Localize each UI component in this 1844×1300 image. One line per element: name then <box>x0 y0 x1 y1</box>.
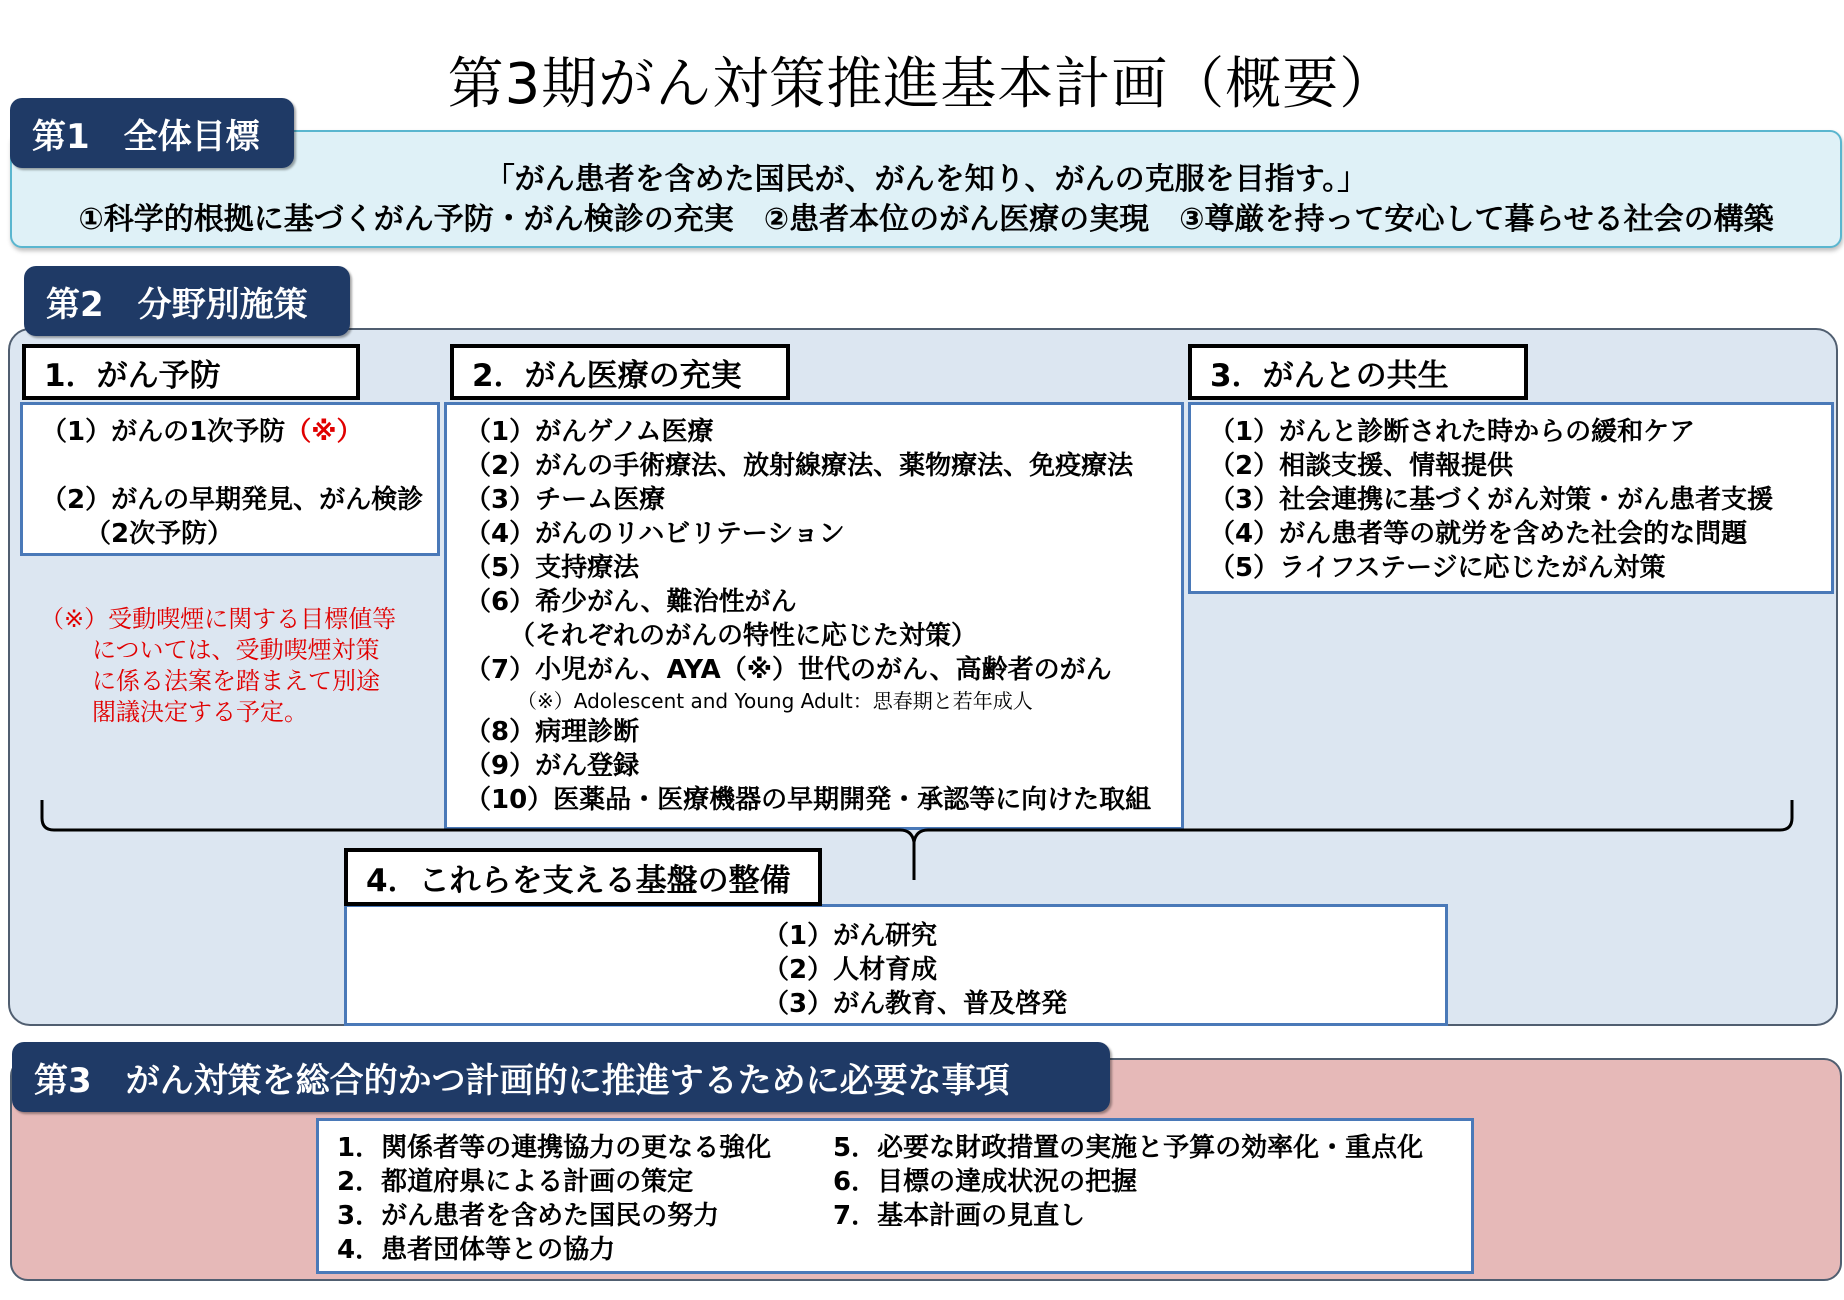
medical-care-item: （10）医薬品・医療機器の早期開発・承認等に向けた取組 <box>465 785 1152 815</box>
note-line: に係る法案を踏まえて別途 <box>92 667 380 695</box>
note-line: については、受動喫煙対策 <box>92 636 380 664</box>
medical-care-item: （1）がんゲノム医療 <box>465 417 714 447</box>
medical-care-item: （4）がんのリハビリテーション <box>465 519 845 549</box>
medical-care-heading: 2．がん医療の充実 <box>450 344 790 400</box>
medical-care-item: （3）チーム医療 <box>465 485 666 515</box>
goal-slogan: 「がん患者を含めた国民が、がんを知り、がんの克服を目指す。」 <box>484 162 1368 197</box>
prevention-item-2: （2）がんの早期発見、がん検診 <box>41 485 424 515</box>
promotion-item: 7．基本計画の見直し <box>833 1201 1086 1231</box>
prevention-list <box>20 402 440 556</box>
section3-tab: 第3 がん対策を総合的かつ計画的に推進するために必要な事項 <box>12 1042 1110 1112</box>
aya-footnote: （※）Adolescent and Young Adult：思春期と若年成人 <box>517 689 1033 713</box>
promotion-item: 4．患者団体等との協力 <box>337 1235 616 1265</box>
foundation-list <box>344 904 1448 1026</box>
note-line: （※）受動喫煙に関する目標値等 <box>40 605 397 633</box>
promotion-item: 3．がん患者を含めた国民の努力 <box>337 1201 720 1231</box>
foundation-item: （2）人材育成 <box>763 955 938 985</box>
foundation-item: （3）がん教育、普及啓発 <box>763 989 1068 1019</box>
prevention-heading: 1．がん予防 <box>22 344 360 400</box>
promotion-item: 1．関係者等の連携協力の更なる強化 <box>337 1133 772 1163</box>
goal-pillars: ①科学的根拠に基づくがん予防・がん検診の充実 ②患者本位のがん医療の実現 ③尊厳を持って安心して暮らせる社会の構築 <box>78 202 1774 237</box>
medical-care-item: （7）小児がん、AYA（※）世代のがん、高齢者のがん <box>465 655 1112 685</box>
medical-care-item: （9）がん登録 <box>465 751 640 781</box>
prevention-item-2-cont: （2次予防） <box>85 519 234 549</box>
note-line: 閣議決定する予定。 <box>92 698 308 726</box>
coexistence-item: （4）がん患者等の就労を含めた社会的な問題 <box>1209 519 1748 549</box>
promotion-item: 6．目標の達成状況の把握 <box>833 1167 1138 1197</box>
promotion-right-column <box>833 1131 1423 1233</box>
section2-tab: 第2 分野別施策 <box>24 266 350 336</box>
brace-connector <box>0 790 1844 890</box>
coexistence-item: （5）ライフステージに応じたがん対策 <box>1209 553 1666 583</box>
section1-tab: 第1 全体目標 <box>10 98 294 168</box>
promotion-item: 2．都道府県による計画の策定 <box>337 1167 694 1197</box>
promotion-item: 5．必要な財政措置の実施と予算の効率化・重点化 <box>833 1133 1424 1163</box>
medical-care-item: （5）支持療法 <box>465 553 640 583</box>
coexistence-item: （2）相談支援、情報提供 <box>1209 451 1514 481</box>
foundation-item: （1）がん研究 <box>763 921 938 951</box>
coexistence-list <box>1188 402 1834 594</box>
passive-smoking-note <box>40 604 440 728</box>
promotion-left-column <box>337 1131 771 1267</box>
coexistence-heading: 3．がんとの共生 <box>1188 344 1528 400</box>
medical-care-item: （6）希少がん、難治性がん <box>465 587 797 617</box>
coexistence-item: （3）社会連携に基づくがん対策・がん患者支援 <box>1209 485 1774 515</box>
medical-care-item: （8）病理診断 <box>465 717 640 747</box>
promotion-items-list <box>316 1118 1474 1274</box>
prevention-item-1: （1）がんの1次予防（※） <box>41 417 363 447</box>
page-title: 第3期がん対策推進基本計画（概要） <box>447 52 1397 117</box>
coexistence-item: （1）がんと診断された時からの緩和ケア <box>1209 417 1696 447</box>
foundation-heading: 4．これらを支える基盤の整備 <box>344 848 822 906</box>
medical-care-item-cont: （それぞれのがんの特性に応じた対策） <box>509 621 978 651</box>
medical-care-item: （2）がんの手術療法、放射線療法、薬物療法、免疫療法 <box>465 451 1134 481</box>
medical-care-list <box>444 402 1184 830</box>
note-mark: （※） <box>285 417 363 447</box>
